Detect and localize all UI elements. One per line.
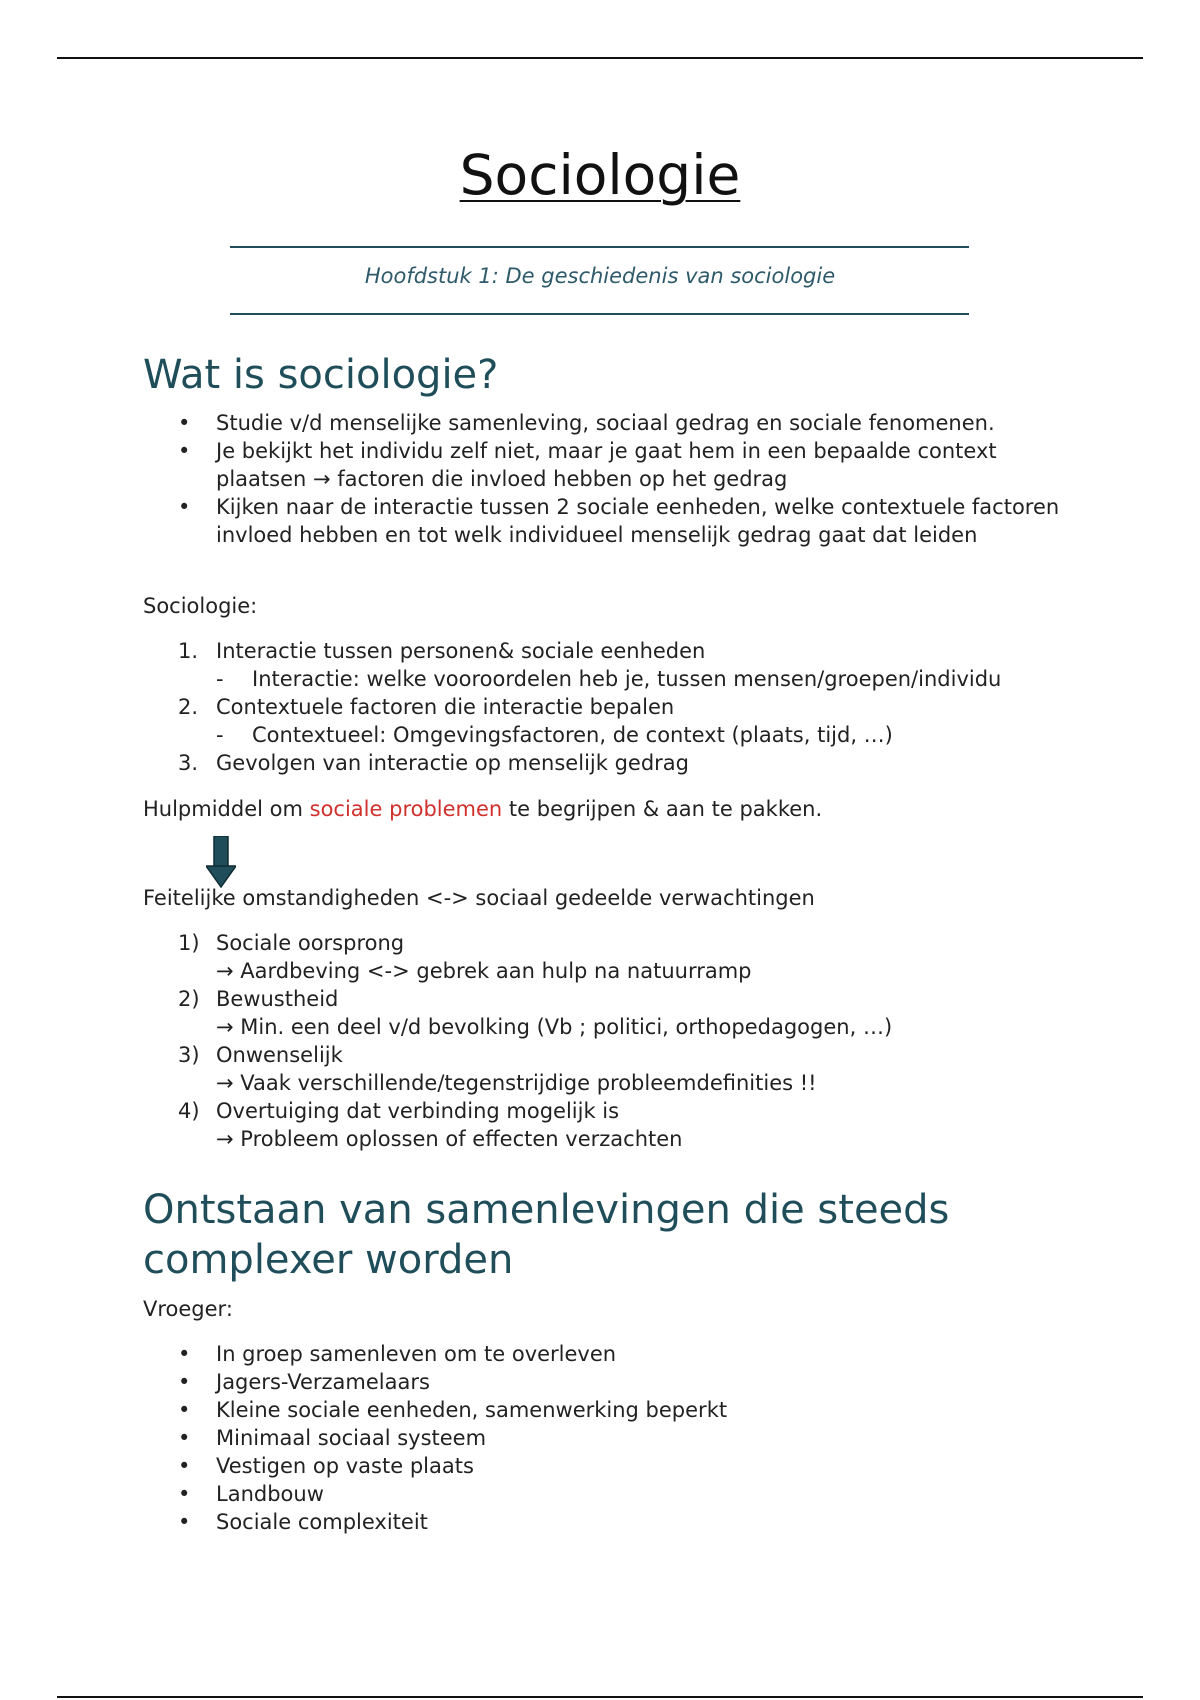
list-subitem: Contextueel: Omgevingsfactoren, de context (plaats, tijd, …) bbox=[252, 723, 893, 747]
list-item: Jagers-Verzamelaars bbox=[216, 1370, 430, 1394]
list-subitem: Interactie: welke vooroordelen heb je, tussen mensen/groepen/individu bbox=[252, 667, 1002, 691]
bullet-marker: • bbox=[178, 1510, 191, 1534]
bullet-marker: • bbox=[178, 411, 191, 435]
list-number: 2) bbox=[178, 987, 200, 1011]
list-item: Minimaal sociaal systeem bbox=[216, 1426, 487, 1450]
vroeger-label: Vroeger: bbox=[143, 1297, 233, 1321]
bullet-marker: • bbox=[178, 1370, 191, 1394]
feitelijke-omstandigheden-line: Feitelijke omstandigheden <-> sociaal gedeelde verwachtingen bbox=[143, 886, 815, 910]
section-heading-ontstaan-line1: Ontstaan van samenlevingen die steeds bbox=[143, 1187, 950, 1233]
bullet-marker: • bbox=[178, 1454, 191, 1478]
list-number: 2. bbox=[178, 695, 199, 719]
list-number: 3) bbox=[178, 1043, 200, 1067]
list-item: Kleine sociale eenheden, samenwerking beperkt bbox=[216, 1398, 728, 1422]
section-heading-wat-is-sociologie: Wat is sociologie? bbox=[143, 352, 499, 398]
subtitle-rule-top bbox=[230, 246, 969, 248]
hulp-pre-text: Hulpmiddel om bbox=[143, 797, 310, 821]
criterion-detail: → Probleem oplossen of effecten verzachten bbox=[216, 1127, 683, 1151]
list-item: Je bekijkt het individu zelf niet, maar je gaat hem in een bepaalde context plaatsen → factoren die invloed hebben op het gedrag bbox=[216, 439, 997, 491]
criterion-title: Overtuiging dat verbinding mogelijk is bbox=[216, 1099, 620, 1123]
list-item: Vestigen op vaste plaats bbox=[216, 1454, 474, 1478]
list-item: Contextuele factoren die interactie bepalen bbox=[216, 695, 675, 719]
arrow-down-icon bbox=[206, 836, 236, 888]
criterion-title: Sociale oorsprong bbox=[216, 931, 405, 955]
subtitle-rule-bottom bbox=[230, 313, 969, 315]
list-item: Sociale complexiteit bbox=[216, 1510, 428, 1534]
dash-marker: - bbox=[216, 723, 224, 747]
criterion-detail: → Min. een deel v/d bevolking (Vb ; politici, orthopedagogen, …) bbox=[216, 1015, 893, 1039]
criterion-detail: → Aardbeving <-> gebrek aan hulp na natuurramp bbox=[216, 959, 752, 983]
dash-marker: - bbox=[216, 667, 224, 691]
bullet-marker: • bbox=[178, 1398, 191, 1422]
bullet-marker: • bbox=[178, 1426, 191, 1450]
criterion-title: Onwenselijk bbox=[216, 1043, 343, 1067]
bottom-rule bbox=[57, 1696, 1143, 1698]
list-number: 1) bbox=[178, 931, 200, 955]
criterion-title: Bewustheid bbox=[216, 987, 339, 1011]
bullet-marker: • bbox=[178, 495, 191, 519]
list-item: Kijken naar de interactie tussen 2 sociale eenheden, welke contextuele factoren invloed hebben en tot welk individueel menselijk gedrag gaat dat leiden bbox=[216, 495, 1060, 547]
list-item: Gevolgen van interactie op menselijk gedrag bbox=[216, 751, 689, 775]
list-item: Interactie tussen personen& sociale eenheden bbox=[216, 639, 706, 663]
bullet-marker: • bbox=[178, 1342, 191, 1366]
list-number: 3. bbox=[178, 751, 199, 775]
list-item: Landbouw bbox=[216, 1482, 324, 1506]
criterion-detail: → Vaak verschillende/tegenstrijdige probleemdefinities !! bbox=[216, 1071, 817, 1095]
page-title: Sociologie bbox=[459, 143, 741, 207]
top-rule bbox=[57, 57, 1143, 59]
chapter-subtitle: Hoofdstuk 1: De geschiedenis van sociologie bbox=[364, 264, 836, 288]
list-number: 1. bbox=[178, 639, 199, 663]
list-number: 4) bbox=[178, 1099, 200, 1123]
bullet-marker: • bbox=[178, 1482, 191, 1506]
sociale-problemen-highlight: sociale problemen bbox=[309, 797, 503, 821]
bullet-marker: • bbox=[178, 439, 191, 463]
hulpmiddel-sentence bbox=[143, 795, 822, 823]
sociologie-label: Sociologie: bbox=[143, 594, 258, 618]
section-heading-ontstaan-line2: complexer worden bbox=[143, 1237, 514, 1283]
list-item: Studie v/d menselijke samenleving, sociaal gedrag en sociale fenomenen. bbox=[216, 411, 995, 435]
hulp-post-text: te begrijpen & aan te pakken. bbox=[502, 797, 823, 821]
list-item: In groep samenleven om te overleven bbox=[216, 1342, 617, 1366]
